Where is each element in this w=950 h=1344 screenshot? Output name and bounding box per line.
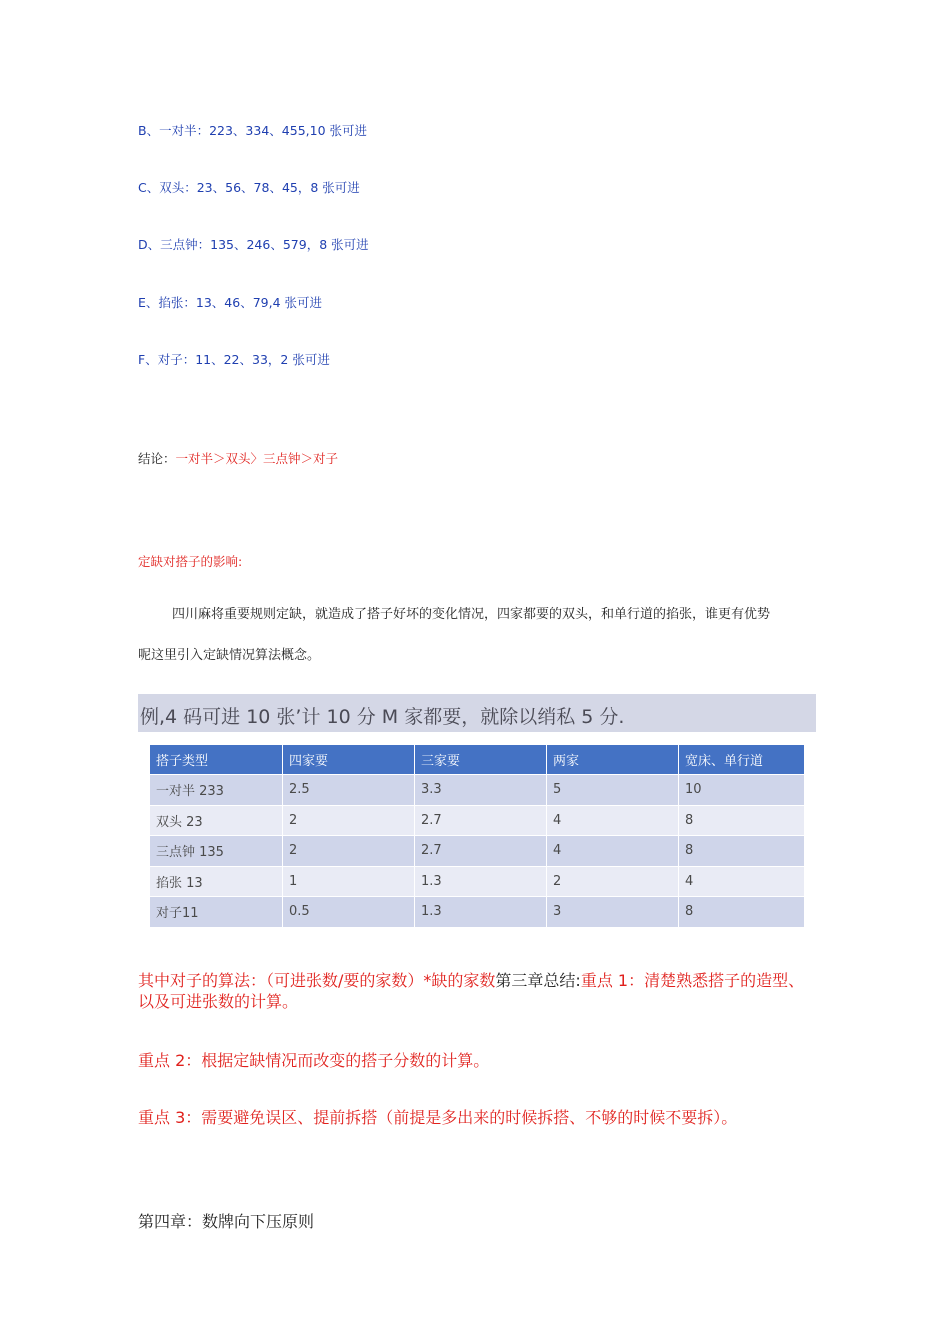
chapter3-summary-label: 第三章总结:: [495, 971, 581, 990]
table-cell: 3.3: [415, 775, 547, 806]
table-cell: 4: [679, 866, 805, 897]
example-banner-text: 例,4 码可进 10 张’计 10 分 M 家都要，就除以绡私 5 分.: [140, 706, 625, 728]
tile-line-f: F、对子：11、22、33，2 张可进: [138, 352, 330, 367]
table-cell: 1: [283, 866, 415, 897]
table-cell: 2.5: [283, 775, 415, 806]
key-point-2: 重点 2：根据定缺情况而改变的搭子分数的计算。: [138, 1051, 490, 1070]
table-cell: 对子11: [150, 897, 283, 928]
table-cell: 一对半 233: [150, 775, 283, 806]
table-cell: 2.7: [415, 805, 547, 836]
table-cell: 4: [547, 805, 679, 836]
section-heading: 定缺对搭子的影响:: [138, 554, 243, 569]
header-single: 宽床、单行道: [679, 745, 805, 775]
table-row: [150, 805, 805, 836]
table-cell: 10: [679, 775, 805, 806]
table-cell: 8: [679, 897, 805, 928]
tile-line-d: D、三点钟：135、246、579，8 张可进: [138, 237, 369, 252]
table-cell: 1.3: [415, 897, 547, 928]
tile-line-e: E、掐张：13、46、79,4 张可进: [138, 295, 323, 310]
conclusion: [138, 449, 338, 467]
table-cell: 3: [547, 897, 679, 928]
key-point-3: 重点 3：需要避免误区、提前拆搭（前提是多出来的时候拆搭、不够的时候不要拆）。: [138, 1108, 738, 1127]
table-cell: 2: [547, 866, 679, 897]
table-cell: 5: [547, 775, 679, 806]
table-cell: 2.7: [415, 836, 547, 867]
summary-paragraph: [138, 970, 818, 1012]
header-type: 搭子类型: [150, 745, 283, 775]
table-cell: 1.3: [415, 866, 547, 897]
summary-formula: 其中对子的算法：（可进张数/要的家数）*缺的家数: [138, 971, 496, 990]
table-header-row: [150, 745, 805, 775]
table-row: [150, 836, 805, 867]
paragraph-line-1: 四川麻将重要规则定缺，就造成了搭子好坏的变化情况，四家都要的双头，和单行道的掐张，谁更有优势: [172, 607, 771, 622]
key-point-1: 重点 1：清楚熟悉搭子的造型、以及可进张数的计算。: [138, 971, 805, 1011]
header-two: 两家: [547, 745, 679, 775]
tile-line-b: B、一对半：223、334、455,10 张可进: [138, 123, 368, 138]
chapter-4-title: 第四章：数牌向下压原则: [138, 1212, 315, 1231]
score-table: [149, 744, 805, 928]
paragraph-line-2: 呢这里引入定缺情况算法概念。: [138, 648, 321, 663]
table-cell: 4: [547, 836, 679, 867]
table-cell: 三点钟 135: [150, 836, 283, 867]
table-cell: 双头 23: [150, 805, 283, 836]
conclusion-value: 一对半＞双头〉三点钟＞对子: [175, 451, 339, 466]
table-row: [150, 866, 805, 897]
example-banner: [138, 694, 816, 732]
table-row: [150, 775, 805, 806]
table-cell: 8: [679, 805, 805, 836]
header-three: 三家要: [415, 745, 547, 775]
conclusion-label: 结论：: [138, 451, 176, 466]
table-cell: 2: [283, 836, 415, 867]
table-cell: 掐张 13: [150, 866, 283, 897]
table-cell: 8: [679, 836, 805, 867]
table-row: [150, 897, 805, 928]
table-cell: 0.5: [283, 897, 415, 928]
table-cell: 2: [283, 805, 415, 836]
tile-line-c: C、双头：23、56、78、45，8 张可进: [138, 180, 360, 195]
header-four: 四家要: [283, 745, 415, 775]
